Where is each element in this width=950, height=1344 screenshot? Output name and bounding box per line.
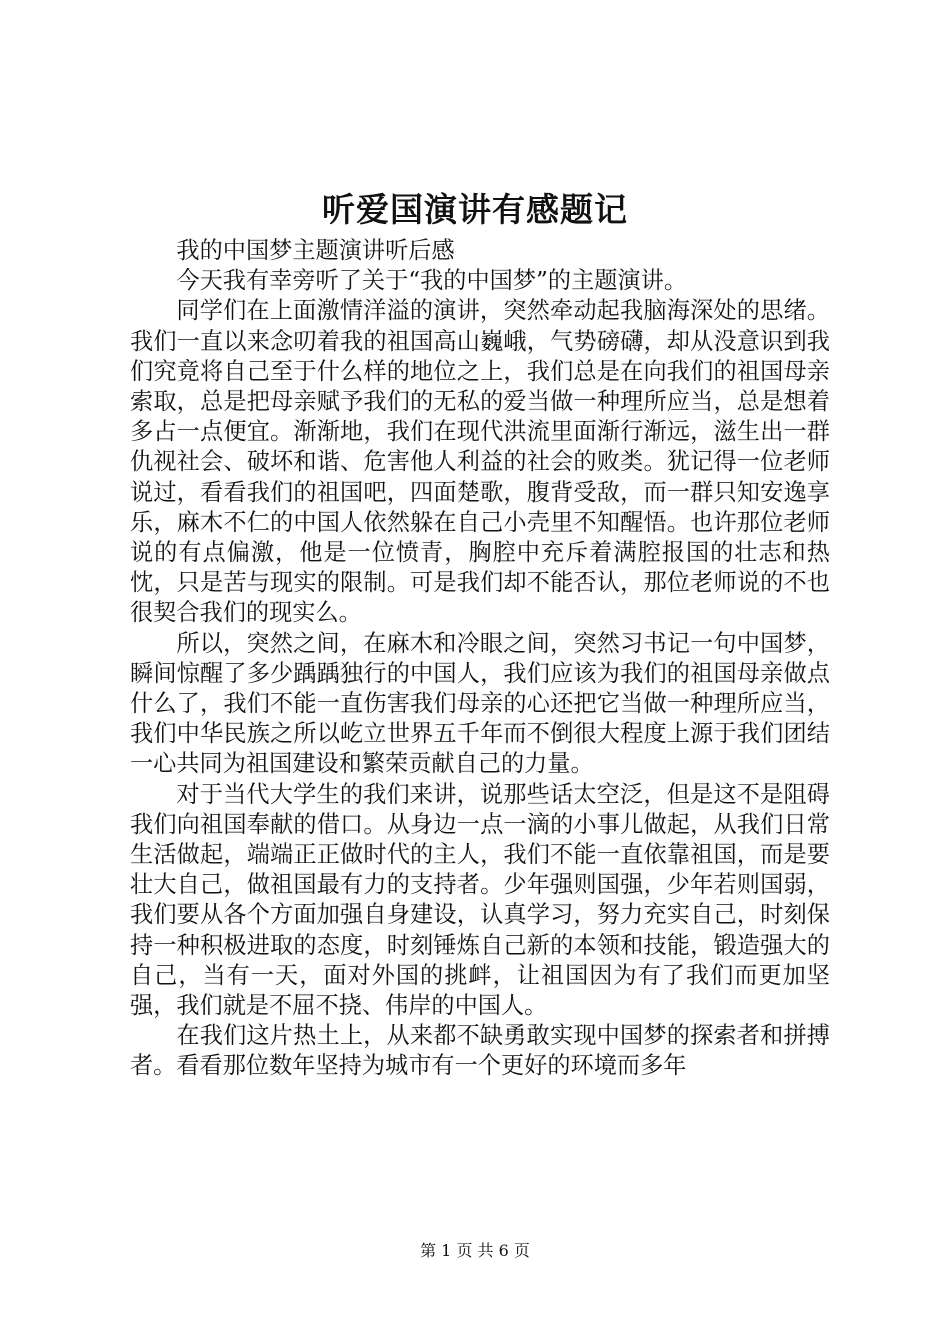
page-number-footer: 第 1 页 共 6 页 <box>420 1241 530 1260</box>
document-body <box>130 236 830 1082</box>
paragraph-body-4: 在我们这片热土上，从来都不缺勇敢实现中国梦的探索者和拼搏者。看看那位数年坚持为城市有一个更好的环境而多年 <box>130 1022 830 1080</box>
paragraph-subtitle: 我的中国梦主题演讲听后感 <box>176 237 455 264</box>
paragraph-body-2: 所以，突然之间，在麻木和冷眼之间，突然习书记一句中国梦，瞬间惊醒了多少踽踽独行的中国人，我们应该为我们的祖国母亲做点什么了，我们不能一直伤害我们母亲的心还把它当做一种理所应当，我们中华民族之所以屹立世界五千年而不倒很大程度上源于我们团结一心共同为祖国建设和繁荣贡献自己的力量。 <box>130 629 830 778</box>
paragraph-body-1: 同学们在上面激情洋溢的演讲，突然牵动起我脑海深处的思绪。我们一直以来念叨着我的祖国高山巍峨，气势磅礴，却从没意识到我们究竟将自己至于什么样的地位之上，我们总是在向我们的祖国母亲索取，总是把母亲赋予我们的无私的爱当做一种理所应当，总是想着多占一点便宜。渐渐地，我们在现代洪流里面渐行渐远，滋生出一群仇视社会、破坏和谐、危害他人利益的社会的败类。犹记得一位老师说过，看看我们的祖国吧，四面楚歌，腹背受敌，而一群只知安逸享乐，麻木不仁的中国人依然躲在自己小壳里不知醒悟。也许那位老师说的有点偏激，他是一位愤青，胸腔中充斥着满腔报国的壮志和热忱，只是苦与现实的限制。可是我们却不能否认，那位老师说的不也很契合我们的现实么。 <box>130 297 830 627</box>
paragraph-body-3: 对于当代大学生的我们来讲，说那些话太空泛，但是这不是阻碍我们向祖国奉献的借口。从身边一点一滴的小事儿做起，从我们日常生活做起，端端正正做时代的主人，我们不能一直依靠祖国，而是要壮大自己，做祖国最有力的支持者。少年强则国强，少年若则国弱，我们要从各个方面加强自身建设，认真学习，努力充实自己，时刻保持一种积极进取的态度，时刻锤炼自己新的本领和技能，锻造强大的自己，当有一天，面对外国的挑衅，让祖国因为有了我们而更加坚强，我们就是不屈不挠、伟岸的中国人。 <box>130 780 830 1020</box>
paragraph-intro: 今天我有幸旁听了关于“我的中国梦”的主题演讲。 <box>176 267 688 295</box>
document-title: 听爱国演讲有感题记 <box>322 190 628 229</box>
